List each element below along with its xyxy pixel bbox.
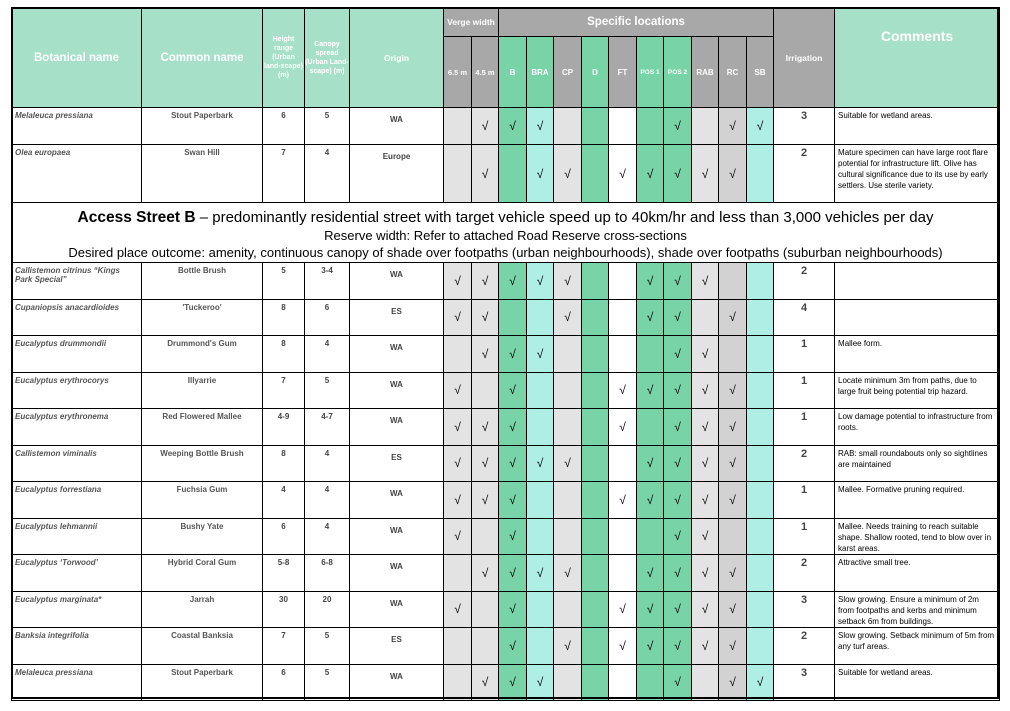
- check-cell-bra: √: [527, 145, 554, 203]
- check-cell-rc: √: [719, 409, 747, 446]
- check-cell-pos-2: √: [664, 372, 692, 409]
- check-cell-pos-1: √: [637, 445, 664, 482]
- origin-cell: ES: [350, 299, 444, 336]
- comment-cell: Attractive small tree.: [835, 555, 1000, 592]
- check-cell-verge-6-5: √: [444, 482, 472, 519]
- check-cell-verge-4-5: √: [472, 145, 499, 203]
- irrigation-cell: 1: [774, 482, 835, 519]
- header-common-name: Common name: [142, 8, 263, 108]
- check-cell-sb: √: [747, 664, 774, 701]
- botanical-name-cell: Eucalyptus erythronema: [12, 409, 142, 446]
- check-cell-rab: √: [692, 518, 719, 555]
- botanical-name-cell: Melaleuca pressiana: [12, 664, 142, 701]
- check-cell-rab: √: [692, 628, 719, 665]
- origin-cell: WA: [350, 591, 444, 628]
- botanical-name-cell: Eucalyptus erythrocorys: [12, 372, 142, 409]
- check-cell-ft: √: [609, 409, 637, 446]
- check-cell-rab: √: [692, 145, 719, 203]
- height-cell: 6: [263, 664, 305, 701]
- canopy-cell: 3-4: [305, 263, 350, 300]
- canopy-cell: 5: [305, 372, 350, 409]
- irrigation-cell: 1: [774, 518, 835, 555]
- height-cell: 7: [263, 628, 305, 665]
- header-rc: RC: [719, 37, 747, 108]
- banner-title: Access Street B: [77, 208, 196, 226]
- check-cell-verge-4-5: √: [472, 664, 499, 701]
- check-cell-pos-2: √: [664, 664, 692, 701]
- check-cell-verge-6-5: √: [444, 518, 472, 555]
- origin-cell: WA: [350, 482, 444, 519]
- common-name-cell: Red Flowered Mallee: [142, 409, 263, 446]
- header-ft: FT: [609, 37, 637, 108]
- check-cell-rab: √: [692, 372, 719, 409]
- comment-cell: RAB: small roundabouts only so sightlines are maintained: [835, 445, 1000, 482]
- check-cell-ft: √: [609, 145, 637, 203]
- origin-cell: WA: [350, 372, 444, 409]
- check-cell-rab: √: [692, 591, 719, 628]
- comment-cell: Slow growing. Setback minimum of 5m from any turf areas.: [835, 628, 1000, 665]
- check-cell-b: √: [499, 591, 527, 628]
- check-cell-verge-6-5: √: [444, 409, 472, 446]
- check-cell-verge-4-5: √: [472, 263, 499, 300]
- canopy-cell: 6: [305, 299, 350, 336]
- check-cell-verge-6-5: √: [444, 372, 472, 409]
- height-cell: 7: [263, 145, 305, 203]
- origin-cell: Europe: [350, 145, 444, 203]
- height-cell: 4: [263, 482, 305, 519]
- header-botanical-name: Botanical name: [12, 8, 142, 108]
- check-cell-cp: √: [554, 299, 582, 336]
- comment-cell: Locate minimum 3m from paths, due to large fruit being potential trip hazard.: [835, 372, 1000, 409]
- check-cell-pos-2: √: [664, 145, 692, 203]
- check-cell-b: √: [499, 108, 527, 145]
- check-cell-pos-1: √: [637, 555, 664, 592]
- check-cell-rab: √: [692, 409, 719, 446]
- canopy-cell: 5: [305, 664, 350, 701]
- check-cell-pos-1: √: [637, 628, 664, 665]
- height-cell: 7: [263, 372, 305, 409]
- height-cell: 6: [263, 108, 305, 145]
- irrigation-cell: 2: [774, 263, 835, 300]
- header-cp: CP: [554, 37, 582, 108]
- origin-cell: WA: [350, 664, 444, 701]
- check-cell-rab: √: [692, 336, 719, 373]
- check-cell-b: √: [499, 518, 527, 555]
- check-cell-rc: √: [719, 145, 747, 203]
- origin-cell: WA: [350, 108, 444, 145]
- check-cell-rc: √: [719, 628, 747, 665]
- header-pos-2: POS 2: [664, 37, 692, 108]
- irrigation-cell: 3: [774, 591, 835, 628]
- banner-line-3: Desired place outcome: amenity, continuous canopy of shade over footpaths (urban neighbourhoods), shade over footpaths (suburban neighbourhoods): [68, 244, 943, 260]
- header-d: D: [582, 37, 609, 108]
- check-cell-b: √: [499, 263, 527, 300]
- origin-cell: ES: [350, 445, 444, 482]
- irrigation-cell: 1: [774, 409, 835, 446]
- irrigation-cell: 1: [774, 336, 835, 373]
- check-cell-cp: √: [554, 628, 582, 665]
- check-cell-pos-2: √: [664, 555, 692, 592]
- irrigation-cell: 3: [774, 664, 835, 701]
- check-cell-verge-6-5: √: [444, 591, 472, 628]
- check-cell-sb: √: [747, 108, 774, 145]
- comment-cell: Low damage potential to infrastructure from roots.: [835, 409, 1000, 446]
- check-cell-pos-1: √: [637, 263, 664, 300]
- check-cell-cp: √: [554, 145, 582, 203]
- check-cell-b: √: [499, 482, 527, 519]
- height-cell: 8: [263, 336, 305, 373]
- check-cell-cp: √: [554, 445, 582, 482]
- canopy-cell: 4: [305, 445, 350, 482]
- canopy-cell: 4: [305, 518, 350, 555]
- check-cell-b: √: [499, 628, 527, 665]
- check-cell-rc: √: [719, 372, 747, 409]
- check-cell-bra: √: [527, 336, 554, 373]
- check-cell-pos-2: √: [664, 628, 692, 665]
- check-cell-rab: √: [692, 555, 719, 592]
- botanical-name-cell: Eucalyptus ‘Torwood’: [12, 555, 142, 592]
- check-cell-rc: √: [719, 664, 747, 701]
- check-cell-verge-6-5: √: [444, 299, 472, 336]
- header-pos-1: POS 1: [637, 37, 664, 108]
- sheet-border: [11, 7, 999, 699]
- common-name-cell: Fuchsia Gum: [142, 482, 263, 519]
- check-cell-b: √: [499, 555, 527, 592]
- banner-line-2: Reserve width: Refer to attached Road Reserve cross-sections: [324, 227, 687, 243]
- check-cell-b: √: [499, 664, 527, 701]
- header-b: B: [499, 37, 527, 108]
- irrigation-cell: 2: [774, 145, 835, 203]
- check-cell-pos-1: √: [637, 145, 664, 203]
- check-cell-pos-2: √: [664, 591, 692, 628]
- origin-cell: WA: [350, 336, 444, 373]
- check-cell-ft: √: [609, 628, 637, 665]
- header-sb: SB: [747, 37, 774, 108]
- common-name-cell: Stout Paperbark: [142, 108, 263, 145]
- canopy-cell: 5: [305, 108, 350, 145]
- canopy-cell: 4-7: [305, 409, 350, 446]
- comment-cell: Mallee form.: [835, 336, 1000, 373]
- comment-cell: Suitable for wetland areas.: [835, 664, 1000, 701]
- check-cell-pos-2: √: [664, 299, 692, 336]
- irrigation-cell: 1: [774, 372, 835, 409]
- botanical-name-cell: Callistemon viminalis: [12, 445, 142, 482]
- check-cell-rc: √: [719, 299, 747, 336]
- check-cell-pos-2: √: [664, 482, 692, 519]
- check-cell-pos-1: √: [637, 591, 664, 628]
- check-cell-b: √: [499, 336, 527, 373]
- common-name-cell: 'Tuckeroo': [142, 299, 263, 336]
- check-cell-pos-2: √: [664, 409, 692, 446]
- canopy-cell: 4: [305, 482, 350, 519]
- comment-cell: Suitable for wetland areas.: [835, 108, 1000, 145]
- header-origin: Origin: [350, 8, 444, 108]
- check-cell-pos-1: √: [637, 372, 664, 409]
- check-cell-b: √: [499, 445, 527, 482]
- botanical-name-cell: Olea europaea: [12, 145, 142, 203]
- check-cell-ft: √: [609, 372, 637, 409]
- common-name-cell: Hybrid Coral Gum: [142, 555, 263, 592]
- height-cell: 6: [263, 518, 305, 555]
- check-cell-rc: √: [719, 591, 747, 628]
- irrigation-cell: 2: [774, 628, 835, 665]
- check-cell-verge-4-5: √: [472, 445, 499, 482]
- check-cell-pos-2: √: [664, 445, 692, 482]
- check-cell-verge-6-5: √: [444, 445, 472, 482]
- check-cell-b: √: [499, 372, 527, 409]
- common-name-cell: Jarrah: [142, 591, 263, 628]
- height-cell: 5-8: [263, 555, 305, 592]
- botanical-name-cell: Eucalyptus forrestiana: [12, 482, 142, 519]
- canopy-cell: 4: [305, 145, 350, 203]
- check-cell-verge-4-5: √: [472, 336, 499, 373]
- irrigation-cell: 2: [774, 445, 835, 482]
- botanical-name-cell: Melaleuca pressiana: [12, 108, 142, 145]
- origin-cell: WA: [350, 555, 444, 592]
- check-cell-bra: √: [527, 108, 554, 145]
- header-comments: Comments: [835, 8, 1000, 108]
- banner-description: – predominantly residential street with target vehicle speed up to 40km/hr and less than 3,000 vehicles per day: [195, 208, 934, 226]
- check-cell-rc: √: [719, 555, 747, 592]
- height-cell: 30: [263, 591, 305, 628]
- botanical-name-cell: Cupaniopsis anacardioides: [12, 299, 142, 336]
- check-cell-verge-6-5: √: [444, 263, 472, 300]
- irrigation-cell: 3: [774, 108, 835, 145]
- irrigation-cell: 4: [774, 299, 835, 336]
- check-cell-cp: √: [554, 555, 582, 592]
- origin-cell: WA: [350, 518, 444, 555]
- comment-cell: Mature specimen can have large root flare potential for infrastructure lift. Olive has cultural significance due to its use by early settlers. Use sterile variety.: [835, 145, 1000, 203]
- header-verge-6-5: 6.5 m: [444, 37, 472, 108]
- check-cell-bra: √: [527, 664, 554, 701]
- check-cell-verge-4-5: √: [472, 482, 499, 519]
- canopy-cell: 20: [305, 591, 350, 628]
- check-cell-bra: √: [527, 555, 554, 592]
- header-irrigation: Irrigation: [774, 8, 835, 108]
- header-rab: RAB: [692, 37, 719, 108]
- header-bra: BRA: [527, 37, 554, 108]
- origin-cell: WA: [350, 409, 444, 446]
- check-cell-rab: √: [692, 482, 719, 519]
- check-cell-pos-2: √: [664, 263, 692, 300]
- check-cell-verge-4-5: √: [472, 299, 499, 336]
- common-name-cell: Stout Paperbark: [142, 664, 263, 701]
- origin-cell: WA: [350, 263, 444, 300]
- origin-cell: ES: [350, 628, 444, 665]
- comment-cell: Slow growing. Ensure a minimum of 2m from footpaths and kerbs and minimum setback 6m from buildings.: [835, 591, 1000, 628]
- botanical-name-cell: Eucalyptus lehmannii: [12, 518, 142, 555]
- check-cell-rc: √: [719, 445, 747, 482]
- header-canopy-spread: Canopy spread (Urban Land-scape) (m): [305, 8, 350, 108]
- common-name-cell: Illyarrie: [142, 372, 263, 409]
- check-cell-pos-1: √: [637, 482, 664, 519]
- height-cell: 4-9: [263, 409, 305, 446]
- botanical-name-cell: Eucalyptus marginata*: [12, 591, 142, 628]
- header-verge-width: Verge width: [444, 8, 499, 37]
- header-height-range: Height range (Urban land-scape) (m): [263, 8, 305, 108]
- check-cell-rab: √: [692, 445, 719, 482]
- canopy-cell: 6-8: [305, 555, 350, 592]
- check-cell-rc: √: [719, 482, 747, 519]
- botanical-name-cell: Eucalyptus drummondii: [12, 336, 142, 373]
- height-cell: 8: [263, 445, 305, 482]
- comment-cell: Mallee. Formative pruning required.: [835, 482, 1000, 519]
- check-cell-rab: √: [692, 263, 719, 300]
- check-cell-b: √: [499, 409, 527, 446]
- irrigation-cell: 2: [774, 555, 835, 592]
- height-cell: 8: [263, 299, 305, 336]
- canopy-cell: 5: [305, 628, 350, 665]
- check-cell-bra: √: [527, 445, 554, 482]
- comment-cell: Mallee. Needs training to reach suitable shape. Shallow rooted, tend to blow over in karst areas.: [835, 518, 1000, 555]
- botanical-name-cell: Banksia integrifolia: [12, 628, 142, 665]
- header-specific-locations: Specific locations: [499, 8, 774, 37]
- common-name-cell: Weeping Bottle Brush: [142, 445, 263, 482]
- botanical-name-cell: Callistemon citrinus “Kings Park Special”: [12, 263, 142, 300]
- common-name-cell: Bushy Yate: [142, 518, 263, 555]
- check-cell-ft: √: [609, 482, 637, 519]
- check-cell-pos-1: √: [637, 299, 664, 336]
- header-verge-4-5: 4.5 m: [472, 37, 499, 108]
- common-name-cell: Drummond's Gum: [142, 336, 263, 373]
- check-cell-rc: √: [719, 108, 747, 145]
- check-cell-pos-2: √: [664, 336, 692, 373]
- canopy-cell: 4: [305, 336, 350, 373]
- check-cell-ft: √: [609, 591, 637, 628]
- check-cell-pos-2: √: [664, 518, 692, 555]
- check-cell-bra: √: [527, 263, 554, 300]
- common-name-cell: Bottle Brush: [142, 263, 263, 300]
- check-cell-cp: √: [554, 263, 582, 300]
- check-cell-verge-4-5: √: [472, 108, 499, 145]
- check-cell-pos-2: √: [664, 108, 692, 145]
- common-name-cell: Swan Hill: [142, 145, 263, 203]
- common-name-cell: Coastal Banksia: [142, 628, 263, 665]
- check-cell-verge-4-5: √: [472, 555, 499, 592]
- check-cell-verge-4-5: √: [472, 409, 499, 446]
- height-cell: 5: [263, 263, 305, 300]
